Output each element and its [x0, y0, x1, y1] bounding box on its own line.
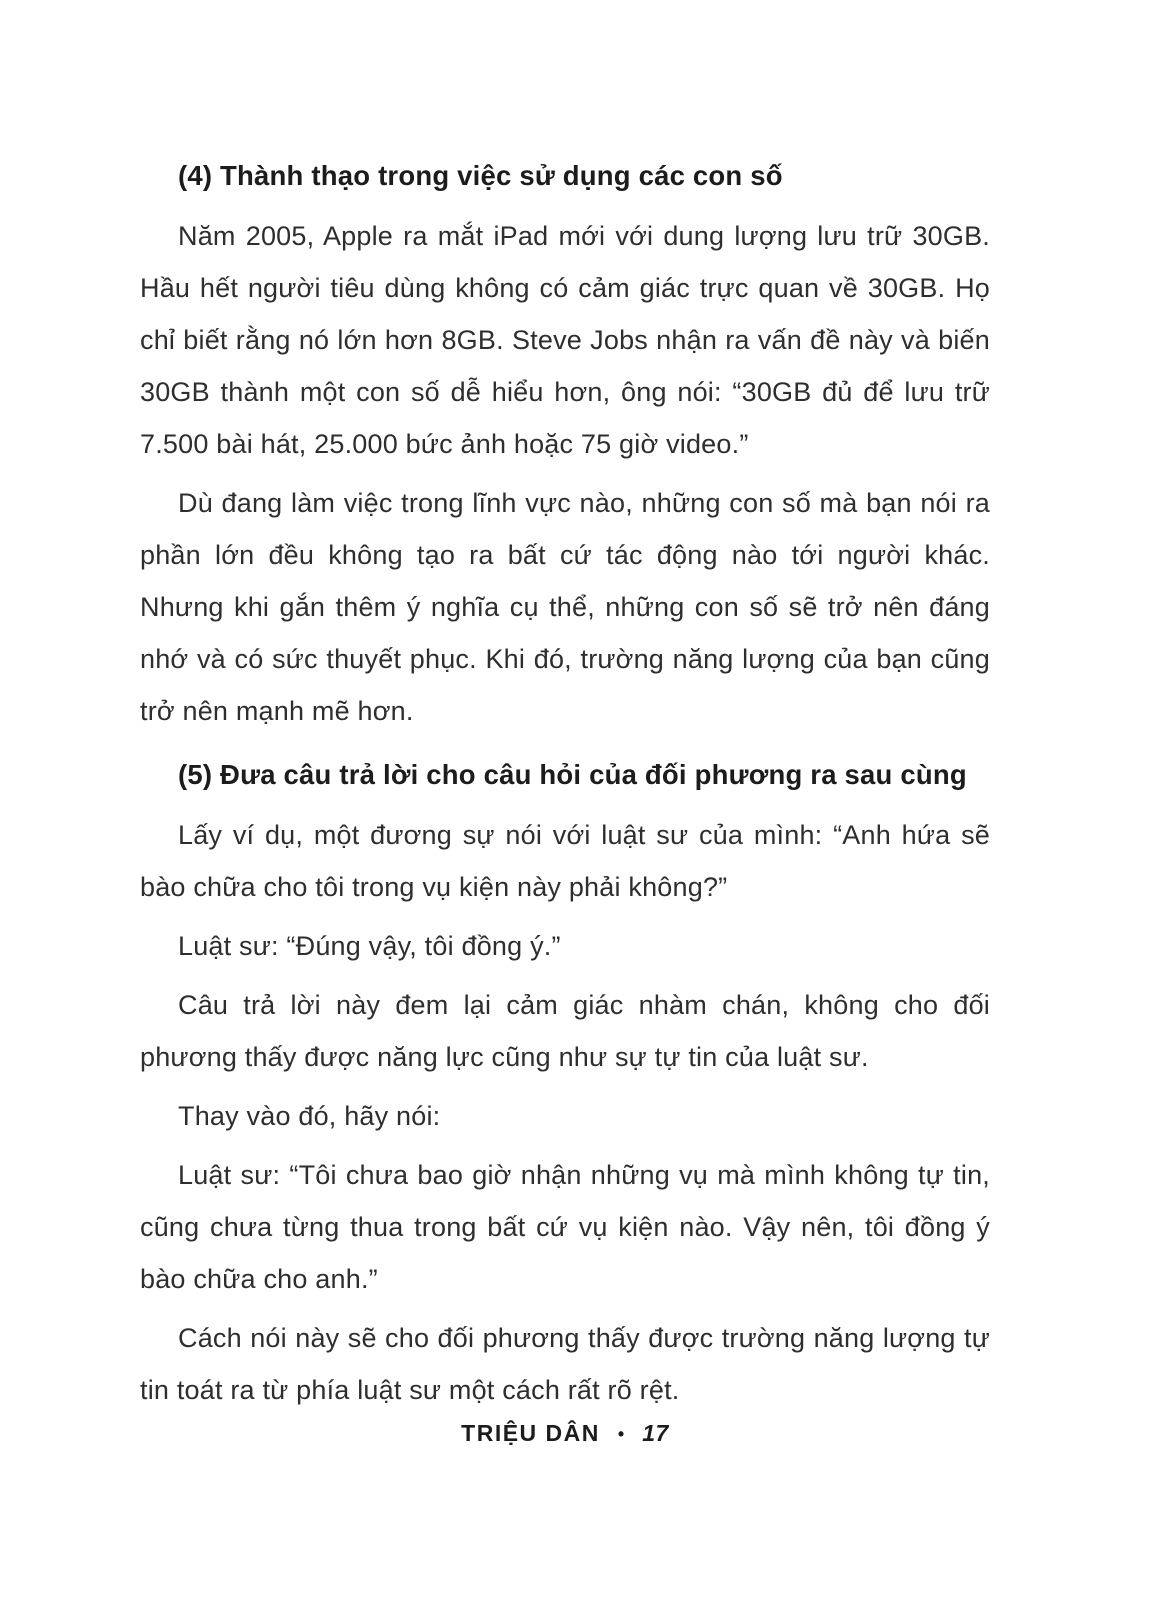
body-paragraph: Lấy ví dụ, một đương sự nói với luật sư của mình: “Anh hứa sẽ bào chữa cho tôi trong vụ kiện này phải không?” — [140, 820, 990, 902]
footer-page-number: 17 — [642, 1420, 669, 1446]
body-paragraph: Luật sư: “Đúng vậy, tôi đồng ý.” — [178, 931, 561, 961]
body-paragraph: Luật sư: “Tôi chưa bao giờ nhận những vụ mà mình không tự tin, cũng chưa từng thua trong bất cứ vụ kiện nào. Vậy nên, tôi đồng ý bào chữa cho anh.” — [140, 1160, 990, 1294]
footer-separator-dot: • — [617, 1424, 625, 1445]
section-heading-5: (5) Đưa câu trả lời cho câu hỏi của đối phương ra sau cùng — [178, 759, 967, 790]
section-heading-4: (4) Thành thạo trong việc sử dụng các con số — [178, 160, 783, 191]
body-paragraph: Dù đang làm việc trong lĩnh vực nào, những con số mà bạn nói ra phần lớn đều không tạo ra bất cứ tác động nào tới người khác. Nhưng khi gắn thêm ý nghĩa cụ thể, những con số sẽ trở nên đáng nhớ và có sức thuyết phục. Khi đó, trường năng lượng của bạn cũng trở nên mạnh mẽ hơn. — [140, 488, 990, 726]
footer-book-title: TRIỆU DÂN — [461, 1420, 600, 1446]
body-paragraph: Thay vào đó, hãy nói: — [178, 1101, 441, 1131]
body-paragraph: Năm 2005, Apple ra mắt iPad mới với dung lượng lưu trữ 30GB. Hầu hết người tiêu dùng không có cảm giác trực quan về 30GB. Họ chỉ biết rằng nó lớn hơn 8GB. Steve Jobs nhận ra vấn đề này và biến 30GB thành một con số dễ hiểu hơn, ông nói: “30GB đủ để lưu trữ 7.500 bài hát, 25.000 bức ảnh hoặc 75 giờ video.” — [140, 221, 990, 459]
page-footer — [140, 1420, 990, 1447]
body-paragraph: Câu trả lời này đem lại cảm giác nhàm chán, không cho đối phương thấy được năng lực cũng như sự tự tin của luật sư. — [140, 990, 990, 1072]
body-paragraph: Cách nói này sẽ cho đối phương thấy được trường năng lượng tự tin toát ra từ phía luật sư một cách rất rõ rệt. — [140, 1323, 990, 1405]
